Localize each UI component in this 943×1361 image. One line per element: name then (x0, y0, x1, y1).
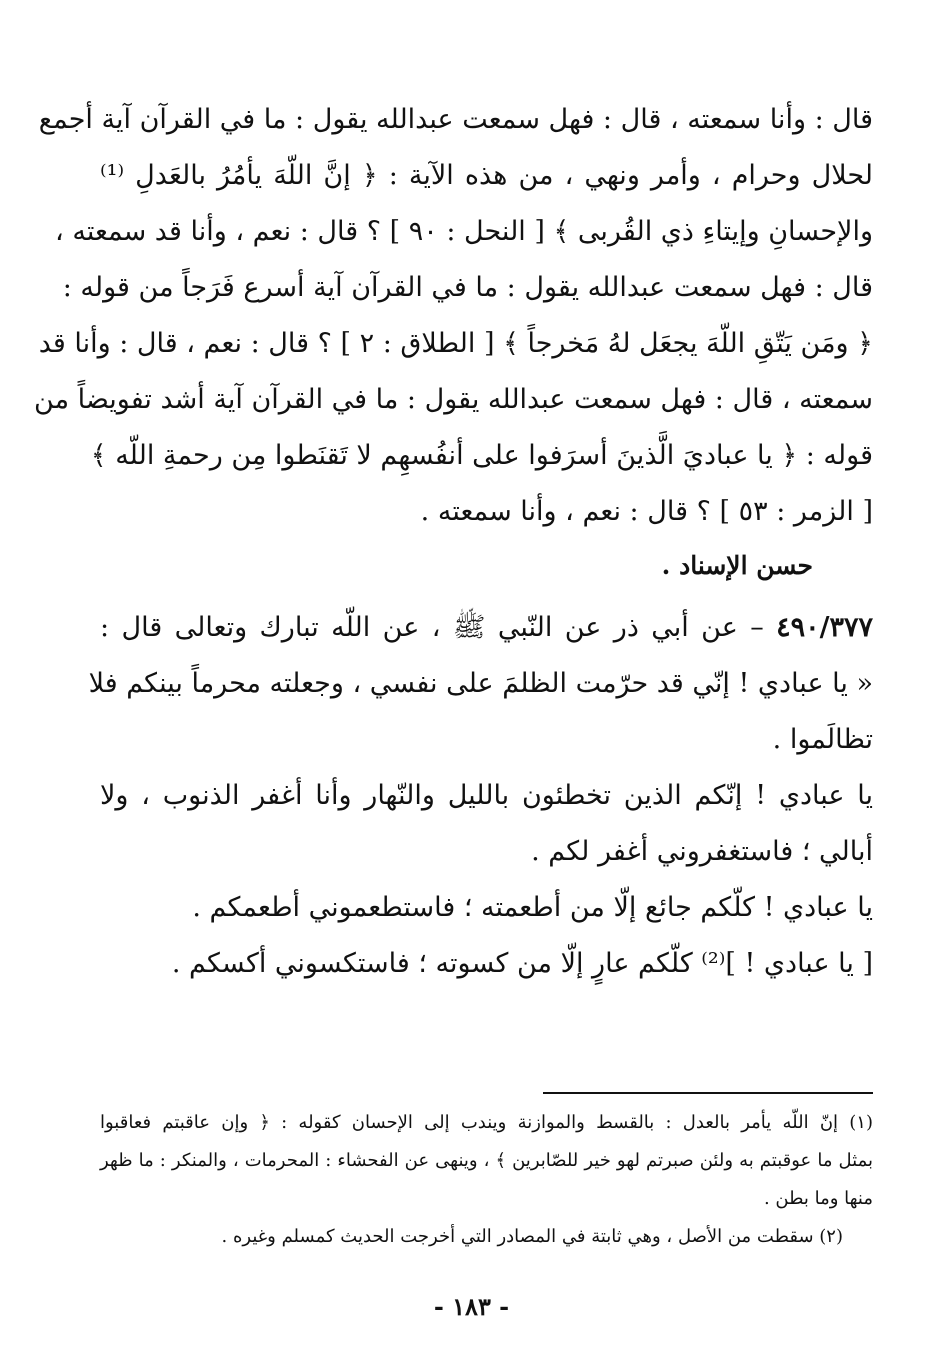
main-text-block (34, 92, 873, 540)
body-line: قال : وأنا سمعته ، قال : فهل سمعت عبدالله يقول : ما في القرآن آية أجمع (38, 104, 873, 135)
footnote-line: بمثل ما عوقبتم به ولئن صبرتم لهو خير للصّابرين ﴾ ، وينهى عن الفحشاء : المحرمات ، والمنكر : ما ظهر (100, 1150, 873, 1171)
paragraph-line: يا عبادي ! إنّكم الذين تخطئون بالليل والنّهار وأنا أغفر الذنوب ، ولا (100, 780, 873, 811)
body-line: قوله : ﴿ يا عباديَ الَّذينَ أسرَفوا على أنفُسهِم لا تَقنَطوا مِن رحمةِ اللّه ﴾ (90, 440, 873, 471)
footnote-line: (١) إنّ اللّه يأمر بالعدل : بالقسط والموازنة ويندب إلى الإحسان كقوله : ﴿ وإن عاقبتم فعاقبوا (100, 1112, 873, 1133)
paragraph-forgiveness (100, 768, 873, 880)
page-number: - ١٨٣ - (433, 1292, 510, 1321)
spacer (100, 592, 873, 600)
footnote-line: منها وما بطن . (763, 1188, 873, 1209)
hadith-intro: – عن أبي ذر عن النّبي ﷺ ، عن اللّه تبارك وتعالى قال : (100, 612, 777, 643)
body-line: والإحسانِ وإيتاءِ ذي القُربى ﴾ [ النحل : ٩٠ ] ؟ قال : نعم ، وأنا قد سمعته ، (55, 216, 873, 247)
paragraph-line: أبالي ؛ فاستغفروني أغفر لكم . (531, 836, 873, 867)
footnotes (100, 1104, 873, 1256)
hadith-line: « يا عبادي ! إنّي قد حرّمت الظلمَ على نفسي ، وجعلته محرماً بينكم فلا (88, 668, 873, 699)
hadith-line: تظالَموا . (772, 724, 873, 755)
hadith-first-line (100, 600, 873, 656)
page-body (34, 92, 873, 1361)
body-line: [ الزمر : ٥٣ ] ؟ قال : نعم ، وأنا سمعته . (420, 496, 873, 527)
body-line: ﴿ ومَن يَتّقِ اللّهَ يجعَل لهُ مَخرجاً ﴾ [ الطلاق : ٢ ] ؟ قال : نعم ، قال : وأنا قد (38, 328, 873, 359)
footnote-divider (543, 1092, 873, 1094)
body-line: سمعته ، قال : فهل سمعت عبدالله يقول : ما في القرآن آية أشد تفويضاً من (34, 384, 873, 415)
body-line: قال : فهل سمعت عبدالله يقول : ما في القرآن آية أسرع فَرَجاً من قوله : (62, 272, 873, 303)
paragraph-feeding: يا عبادي ! كلّكم جائع إلّا من أطعمته ؛ فاستطعموني أطعمكم . (192, 892, 873, 923)
body-line: لحلال وحرام ، وأمر ونهي ، من هذه الآية : ﴿ إنَّ اللّهَ يأمُرُ بالعَدلِ ⁽¹⁾ (100, 160, 873, 191)
hadith-block (88, 600, 873, 768)
hadith-number: ٤٩٠/٣٧٧ (776, 612, 873, 643)
footnote-line: (٢) سقطت من الأصل ، وهي ثابتة في المصادر التي أخرجت الحديث كمسلم وغيره . (221, 1226, 843, 1247)
isnad-grading: حسن الإسناد . (661, 551, 813, 580)
paragraph-clothing: [ يا عبادي ! ]⁽²⁾ كلّكم عارٍ إلّا من كسوته ؛ فاستكسوني أكسكم . (171, 948, 873, 979)
